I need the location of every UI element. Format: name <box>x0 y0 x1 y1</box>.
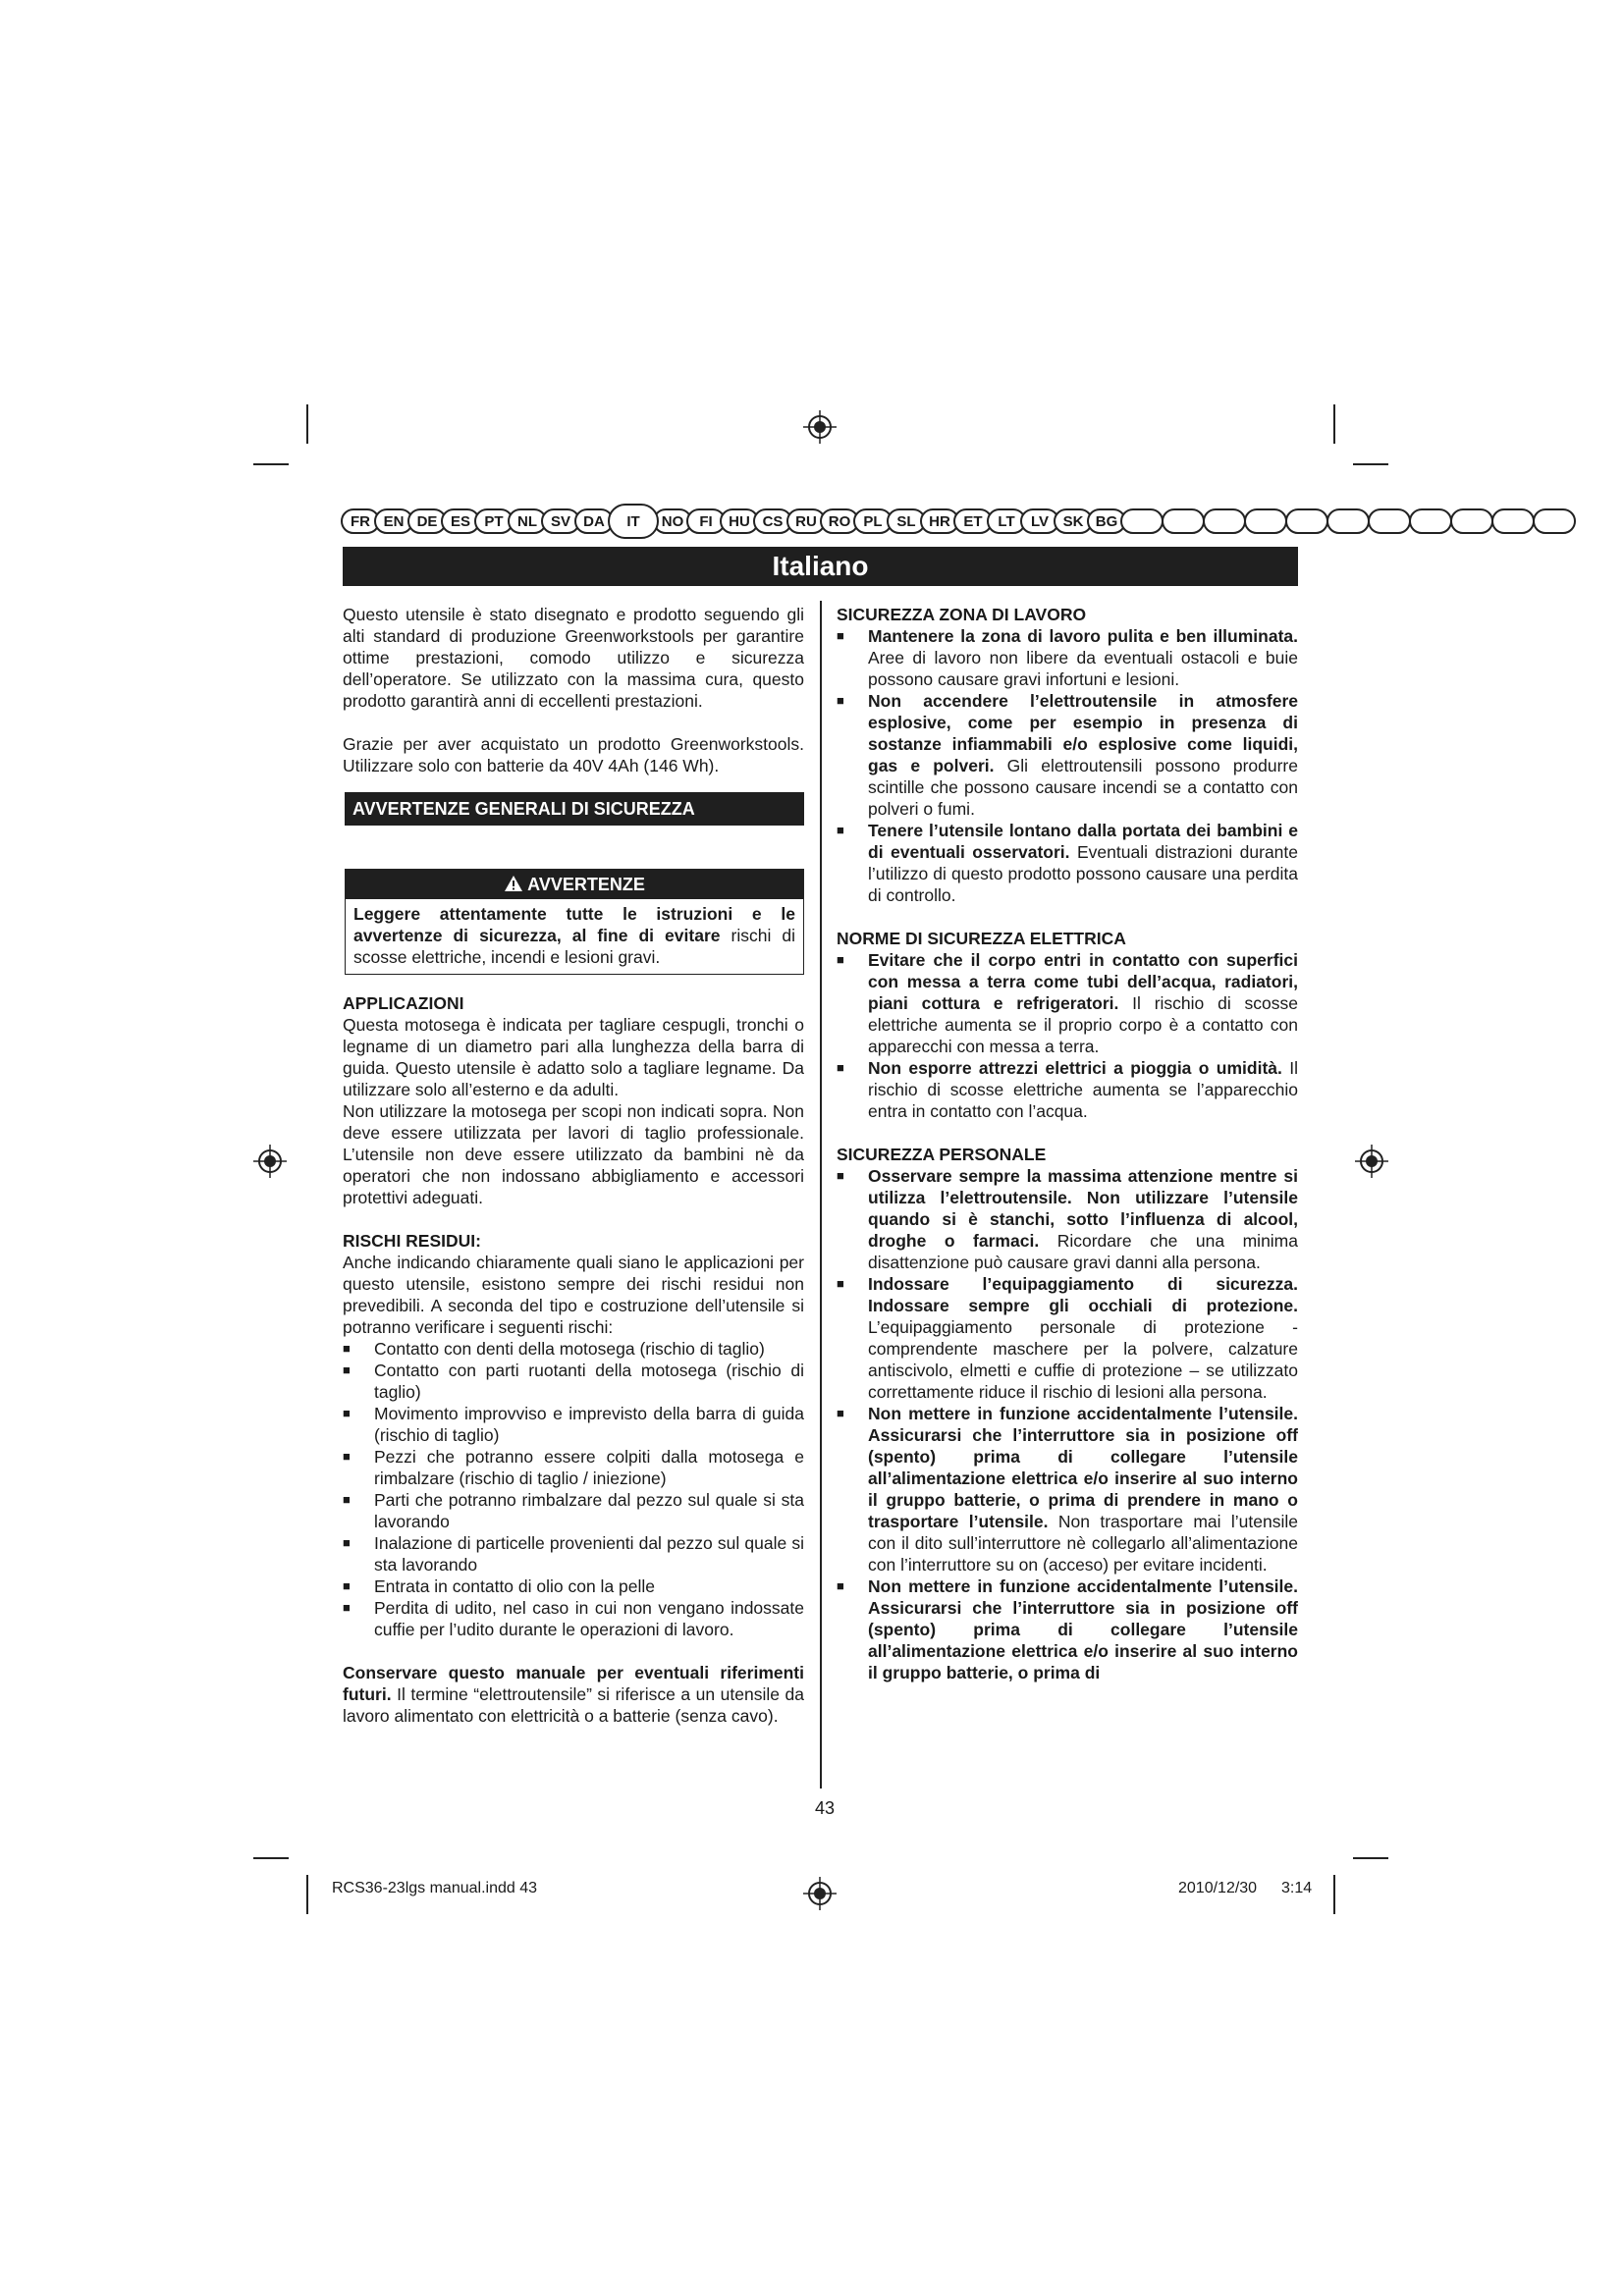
tab-language-empty <box>1368 508 1411 534</box>
tab-language-empty <box>1285 508 1328 534</box>
warning-box-title: AVVERTENZE <box>527 875 645 894</box>
warning-box-header <box>346 870 803 899</box>
page-title: Italiano <box>343 547 1298 586</box>
electric-safety-list <box>837 949 1298 1122</box>
tab-language-et[interactable]: ET <box>953 508 993 534</box>
tab-language-cs[interactable]: CS <box>753 508 792 534</box>
tab-language-de[interactable]: DE <box>407 508 447 534</box>
general-warnings-heading: AVVERTENZE GENERALI DI SICUREZZA <box>345 792 804 826</box>
footer-file: RCS36-23lgs manual.indd 43 <box>332 1880 538 1896</box>
list-item-text: Gli elettroutensili possono produrre scintille che possono causare incendi se a contatto con polveri o fumi. <box>868 756 1298 819</box>
warning-box-body <box>346 899 803 974</box>
crop-mark <box>1333 1875 1335 1914</box>
list-item <box>837 1575 1298 1683</box>
crop-mark <box>1353 1857 1388 1859</box>
crop-mark <box>253 463 289 465</box>
applications-heading: APPLICAZIONI <box>343 993 464 1013</box>
list-item: ■ Perdita di udito, nel caso in cui non vengano indossate cuffie per l’udito durante le operazioni di lavoro. <box>343 1597 804 1640</box>
list-item: ■ Parti che potranno rimbalzare dal pezzo sul quale si sta lavorando <box>343 1489 804 1532</box>
warning-text: rischi di scosse elettriche, incendi e lesioni gravi. <box>353 926 795 967</box>
list-item <box>837 1165 1298 1273</box>
tab-language-no[interactable]: NO <box>653 508 692 534</box>
tab-language-empty <box>1244 508 1287 534</box>
language-tab-bar <box>341 507 1298 536</box>
column-divider <box>820 601 822 1789</box>
list-item-bold: Non accendere l’elettroutensile in atmosfere esplosive, come per esempio in presenza di sostanze infiammabili e/o esplosive come liquidi, gas e polveri. <box>868 691 1298 775</box>
list-item-bold: Indossare l’equipaggiamento di sicurezza. Indossare sempre gli occhiali di protezione. <box>868 1274 1298 1315</box>
tab-language-empty <box>1203 508 1246 534</box>
left-column <box>343 604 804 1727</box>
keep-manual-paragraph <box>343 1662 804 1727</box>
warning-bold-text: Leggere attentamente tutte le istruzioni e le avvertenze di sicurezza, al fine di evitare <box>353 904 795 945</box>
tab-language-sv[interactable]: SV <box>541 508 580 534</box>
crop-mark <box>253 1857 289 1859</box>
tab-language-empty <box>1533 508 1576 534</box>
registration-mark-icon <box>803 410 837 444</box>
list-item-text: Il rischio di scosse elettriche aumenta se il proprio corpo è a contatto con apparecchi con messa a terra. <box>868 993 1298 1056</box>
intro-paragraph: Questo utensile è stato disegnato e prodotto seguendo gli alti standard di produzione Greenworkstools per garantire ottime prestazioni, comodo utilizzo e sicurezza dell’operatore. Se utilizzato con la massima cura, questo prodotto garantirà anni di eccellenti prestazioni. <box>343 605 804 711</box>
keep-manual-bold: Conservare questo manuale per eventuali riferimenti futuri. <box>343 1663 804 1704</box>
work-area-heading: SICUREZZA ZONA DI LAVORO <box>837 605 1087 624</box>
tab-language-empty <box>1491 508 1535 534</box>
personal-safety-heading: SICUREZZA PERSONALE <box>837 1145 1047 1164</box>
intro-paragraph: Grazie per aver acquistato un prodotto Greenworkstools. Utilizzare solo con batterie da 40V 4Ah (146 Wh). <box>343 734 804 775</box>
tab-language-empty <box>1120 508 1164 534</box>
tab-language-empty <box>1162 508 1205 534</box>
tab-language-en[interactable]: EN <box>374 508 413 534</box>
list-item: ■ Contatto con parti ruotanti della motosega (rischio di taglio) <box>343 1360 804 1403</box>
list-item <box>837 1057 1298 1122</box>
list-item-text: L’equipaggiamento personale di protezione - comprendente maschere per la polvere, calzature antiscivolo, elmetti e cuffie di protezione – se utilizzato correttamente riduce il rischio di lesioni alla persona. <box>868 1317 1298 1402</box>
list-item <box>837 1273 1298 1403</box>
list-item-bold: Non mettere in funzione accidentalmente l’utensile. Assicurarsi che l’interruttore sia in posizione off (spento) prima di collegare l’utensile all’alimentazione elettrica e/o inserire al suo interno il gruppo batterie, o prima di <box>868 1576 1298 1682</box>
footer-date: 2010/12/30 <box>1178 1880 1258 1896</box>
list-item-bold: Osservare sempre la massima attenzione mentre si utilizza l’elettroutensile. Non utilizzare l’utensile quando si è stanchi, sotto l’influenza di alcool, droghe o farmaci. <box>868 1166 1298 1251</box>
tab-language-sl[interactable]: SL <box>887 508 926 534</box>
list-item: ■ Entrata in contatto di olio con la pelle <box>343 1575 804 1597</box>
residual-risks-intro: Anche indicando chiaramente quali siano le applicazioni per questo utensile, esistono sempre dei rischi residui non prevedibili. A seconda del tipo e costruzione dell’utensile si potranno verificare i seguenti rischi: <box>343 1253 804 1337</box>
residual-risks-list <box>343 1338 804 1640</box>
warning-triangle-icon <box>504 875 523 892</box>
tab-language-ro[interactable]: RO <box>820 508 859 534</box>
list-item: ■ Pezzi che potranno essere colpiti dalla motosega e rimbalzare (rischio di taglio / iniezione) <box>343 1446 804 1489</box>
list-item-text: Eventuali distrazioni durante l’utilizzo di questo prodotto possono causare una perdita di controllo. <box>868 842 1298 905</box>
crop-mark <box>306 1875 308 1914</box>
right-column <box>837 604 1298 1683</box>
personal-safety-list <box>837 1165 1298 1683</box>
tab-language-empty <box>1450 508 1493 534</box>
list-item: ■ Movimento improvviso e imprevisto della barra di guida (rischio di taglio) <box>343 1403 804 1446</box>
electric-safety-heading: NORME DI SICUREZZA ELETTRICA <box>837 929 1126 948</box>
tab-language-nl[interactable]: NL <box>508 508 547 534</box>
tab-language-sk[interactable]: SK <box>1054 508 1093 534</box>
registration-mark-icon <box>1355 1145 1388 1178</box>
list-item-text: Aree di lavoro non libere da eventuali ostacoli e buie possono causare gravi infortuni e lesioni. <box>868 648 1298 689</box>
applications-paragraph: Questa motosega è indicata per tagliare cespugli, tronchi o legname di un diametro pari alla lunghezza della barra di guida. Questo utensile è adatto solo a tagliare legname. Da utilizzare solo all’esterno e da adulti. <box>343 1015 804 1099</box>
list-item-bold: Mantenere la zona di lavoro pulita e ben illuminata. <box>868 626 1298 646</box>
tab-language-empty <box>1409 508 1452 534</box>
list-item: ■ Contatto con denti della motosega (rischio di taglio) <box>343 1338 804 1360</box>
tab-language-empty <box>1326 508 1370 534</box>
keep-manual-text: Il termine “elettroutensile” si riferisce a un utensile da lavoro alimentato con elettricità o a batterie (senza cavo). <box>343 1684 804 1726</box>
tab-language-fi[interactable]: FI <box>686 508 726 534</box>
crop-mark <box>1353 463 1388 465</box>
list-item-bold: Evitare che il corpo entri in contatto con superfici con messa a terra come tubi dell’acqua, radiatori, piani cottura e refrigeratori. <box>868 950 1298 1013</box>
applications-paragraph: Non utilizzare la motosega per scopi non indicati sopra. Non deve essere utilizzata per lavori di taglio professionale. L’utensile non deve essere utilizzato da bambini nè da operatori che non indossano abbigliamento e accessori protettivi adeguati. <box>343 1101 804 1207</box>
list-item: ■ Inalazione di particelle provenienti dal pezzo sul quale si sta lavorando <box>343 1532 804 1575</box>
tab-language-pt[interactable]: PT <box>474 508 514 534</box>
tab-language-bg[interactable]: BG <box>1087 508 1126 534</box>
list-item <box>837 625 1298 690</box>
crop-mark <box>1333 404 1335 444</box>
tab-language-it[interactable]: IT <box>608 504 659 539</box>
tab-language-es[interactable]: ES <box>441 508 480 534</box>
tab-language-hr[interactable]: HR <box>920 508 959 534</box>
warning-box <box>345 869 804 975</box>
list-item-bold: Tenere l’utensile lontano dalla portata dei bambini e di eventuali osservatori. <box>868 821 1298 862</box>
list-item <box>837 1403 1298 1575</box>
tab-language-da[interactable]: DA <box>574 508 614 534</box>
registration-mark-icon <box>803 1877 837 1910</box>
list-item-text: Ricordare che una minima disattenzione può causare gravi danni alla persona. <box>868 1231 1298 1272</box>
tab-language-pl[interactable]: PL <box>853 508 893 534</box>
list-item-text: Non trasportare mai l’utensile con il dito sull’interruttore nè collegarlo all’alimentazione con l’interruttore su on (acceso) per evitare incidenti. <box>868 1512 1298 1575</box>
registration-mark-icon <box>253 1145 287 1178</box>
list-item <box>837 690 1298 820</box>
page-number: 43 <box>814 1798 836 1818</box>
crop-mark <box>306 404 308 444</box>
tab-language-lt[interactable]: LT <box>987 508 1026 534</box>
tab-language-lv[interactable]: LV <box>1020 508 1059 534</box>
residual-risks-heading: RISCHI RESIDUI: <box>343 1231 481 1251</box>
list-item <box>837 820 1298 906</box>
footer-time: 3:14 <box>1281 1880 1313 1896</box>
tab-language-fr[interactable]: FR <box>341 508 380 534</box>
list-item-bold: Non esporre attrezzi elettrici a pioggia o umidità. <box>868 1058 1282 1078</box>
work-area-list <box>837 625 1298 906</box>
tab-language-hu[interactable]: HU <box>720 508 759 534</box>
tab-language-ru[interactable]: RU <box>786 508 826 534</box>
list-item-bold: Non mettere in funzione accidentalmente l’utensile. Assicurarsi che l’interruttore sia in posizione off (spento) prima di collegare l’utensile all’alimentazione elettrica e/o inserire al suo interno il gruppo batterie, o prima di prendere in mano o trasportare l’utensile. <box>868 1404 1298 1531</box>
list-item <box>837 949 1298 1057</box>
list-item-text: Il rischio di scosse elettriche aumenta se l’apparecchio entra in contatto con l’acqua. <box>868 1058 1298 1121</box>
